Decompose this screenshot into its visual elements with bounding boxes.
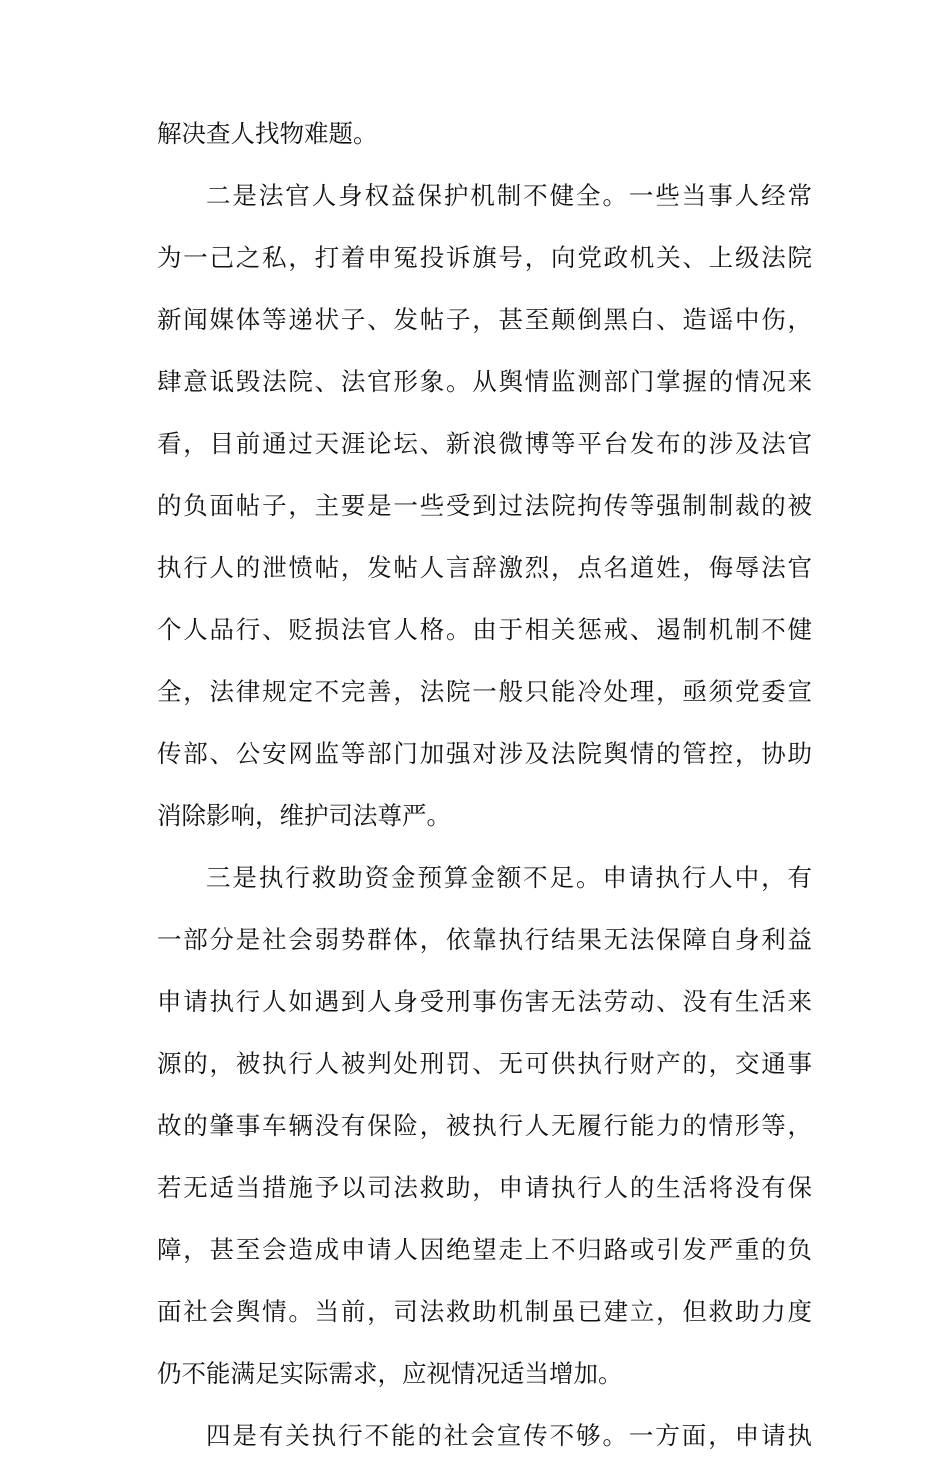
text-line: 执行人的泄愤帖，发帖人言辞激烈，点名道姓，侮辱法官 bbox=[157, 553, 812, 582]
text-line: 解决查人找物难题。 bbox=[157, 119, 378, 148]
text-line: 三是执行救助资金预算金额不足。申请执行人中，有 bbox=[206, 863, 812, 892]
text-line: 的负面帖子，主要是一些受到过法院拘传等强制制裁的被 bbox=[157, 491, 812, 520]
text-line: 新闻媒体等递状子、发帖子，甚至颠倒黑白、造谣中伤， bbox=[157, 305, 812, 334]
text-line: 消除影响，维护司法尊严。 bbox=[157, 801, 451, 830]
text-line: 一部分是社会弱势群体，依靠执行结果无法保障自身利益 bbox=[157, 925, 812, 954]
text-line: 个人品行、贬损法官人格。由于相关惩戒、遏制机制不健 bbox=[157, 615, 812, 644]
text-line: 障，甚至会造成申请人因绝望走上不归路或引发严重的负 bbox=[157, 1235, 812, 1264]
text-line: 全，法律规定不完善，法院一般只能冷处理，亟须党委宣 bbox=[157, 677, 812, 706]
text-line: 看，目前通过天涯论坛、新浪微博等平台发布的涉及法官 bbox=[157, 429, 812, 458]
text-line: 若无适当措施予以司法救助，申请执行人的生活将没有保 bbox=[157, 1173, 812, 1202]
text-line: 源的，被执行人被判处刑罚、无可供执行财产的，交通事 bbox=[157, 1049, 812, 1078]
text-line: 二是法官人身权益保护机制不健全。一些当事人经常 bbox=[206, 181, 812, 210]
text-line: 四是有关执行不能的社会宣传不够。一方面，申请执 bbox=[206, 1421, 812, 1450]
text-line: 为一己之私，打着申冤投诉旗号，向党政机关、上级法院 bbox=[157, 243, 812, 272]
text-line: 肆意诋毁法院、法官形象。从舆情监测部门掌握的情况来 bbox=[157, 367, 812, 396]
text-line: 申请执行人如遇到人身受刑事伤害无法劳动、没有生活来 bbox=[157, 987, 812, 1016]
body-text bbox=[157, 103, 812, 1467]
text-line: 仍不能满足实际需求，应视情况适当增加。 bbox=[157, 1359, 623, 1388]
text-line: 故的肇事车辆没有保险，被执行人无履行能力的情形等， bbox=[157, 1111, 812, 1140]
text-line: 面社会舆情。当前，司法救助机制虽已建立，但救助力度 bbox=[157, 1297, 812, 1326]
text-line: 传部、公安网监等部门加强对涉及法院舆情的管控，协助 bbox=[157, 739, 812, 768]
